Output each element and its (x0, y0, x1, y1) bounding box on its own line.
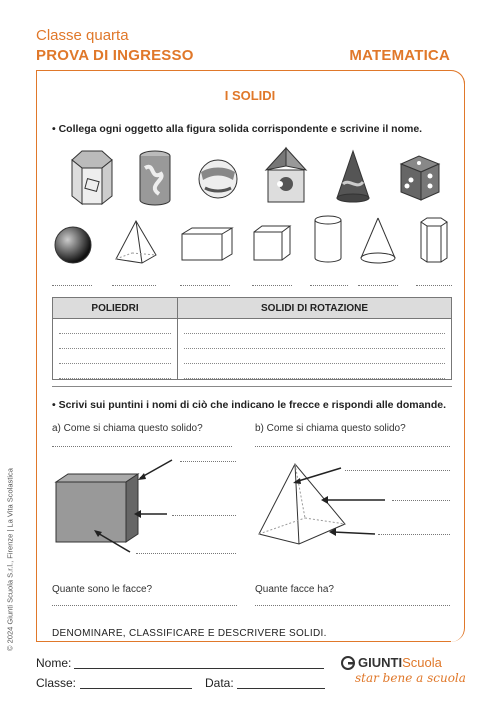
classification-table (52, 297, 452, 380)
test-title: PROVA DI INGRESSO (36, 47, 194, 64)
answer-line[interactable] (255, 605, 450, 606)
answer-line-a[interactable] (52, 446, 232, 447)
answer-line[interactable] (416, 285, 452, 286)
grade-label: Classe quarta (36, 27, 129, 44)
can-icon (135, 150, 175, 206)
learning-goal: DENOMINARE, CLASSIFICARE E DESCRIVERE SOLIDI. (52, 628, 327, 639)
cone-icon (358, 216, 398, 266)
answer-line[interactable] (252, 285, 292, 286)
rotation-answer-cell[interactable] (178, 319, 452, 380)
answer-line[interactable] (52, 285, 92, 286)
answer-line[interactable] (172, 515, 236, 516)
brand-name: GIUNTI (358, 655, 403, 670)
section-title: I SOLIDI (224, 88, 276, 103)
labeled-cuboid-icon (52, 456, 252, 576)
giunti-logo-icon (341, 656, 355, 670)
dice-icon (397, 154, 443, 204)
answer-line[interactable] (136, 553, 236, 554)
col-header-polyhedra: POLIEDRI (53, 298, 178, 319)
answer-line[interactable] (392, 500, 450, 501)
party-hat-icon (333, 148, 373, 206)
cube-icon (252, 224, 292, 264)
faces-question-a: Quante sono le facce? (52, 584, 153, 595)
copyright-text: © 2024 Giunti Scuola S.r.l., Firenze | La Vita Scolastica (5, 468, 15, 651)
brand-name-suffix: Scuola (402, 655, 442, 670)
question-b: b) Come si chiama questo solido? (255, 423, 406, 434)
pyramid-icon (112, 219, 158, 265)
birdhouse-icon (262, 146, 310, 206)
col-header-rotation-solids: SOLIDI DI ROTAZIONE (178, 298, 452, 319)
cuboid-icon (180, 226, 234, 262)
cylinder-icon (312, 214, 346, 266)
answer-line[interactable] (345, 470, 450, 471)
exercise1-instruction: • Collega ogni oggetto alla figura solida corrispondente e scrivine il nome. (52, 123, 423, 135)
answer-line-b[interactable] (255, 446, 450, 447)
labeled-pyramid-icon (255, 460, 455, 570)
question-a: a) Come si chiama questo solido? (52, 423, 203, 434)
class-label: Classe: (36, 676, 77, 690)
answer-line[interactable] (378, 534, 450, 535)
answer-line[interactable] (180, 461, 236, 462)
answer-line[interactable] (180, 285, 230, 286)
subject-title: MATEMATICA (349, 47, 450, 64)
answer-line[interactable] (52, 605, 237, 606)
class-field[interactable] (80, 688, 192, 689)
date-label: Data: (205, 676, 234, 690)
brand-tagline: star bene a scuola (355, 671, 466, 685)
date-field[interactable] (237, 688, 325, 689)
polyhedra-answer-cell[interactable] (53, 319, 178, 380)
answer-line[interactable] (112, 285, 156, 286)
name-field[interactable] (74, 668, 324, 669)
name-label: Nome: (36, 656, 72, 670)
beach-ball-icon (197, 158, 239, 200)
exercise2-instruction: • Scrivi sui puntini i nomi di ciò che indicano le frecce e rispondi alle domande. (52, 399, 447, 411)
brand-logo (358, 655, 442, 670)
hexagonal-box-icon (66, 148, 118, 208)
faces-question-b: Quante facce ha? (255, 584, 334, 595)
answer-line[interactable] (358, 285, 398, 286)
answer-line[interactable] (310, 285, 348, 286)
sphere-icon (53, 225, 93, 265)
divider (52, 386, 452, 387)
hexagonal-prism-icon (417, 216, 451, 266)
frame (36, 641, 451, 642)
